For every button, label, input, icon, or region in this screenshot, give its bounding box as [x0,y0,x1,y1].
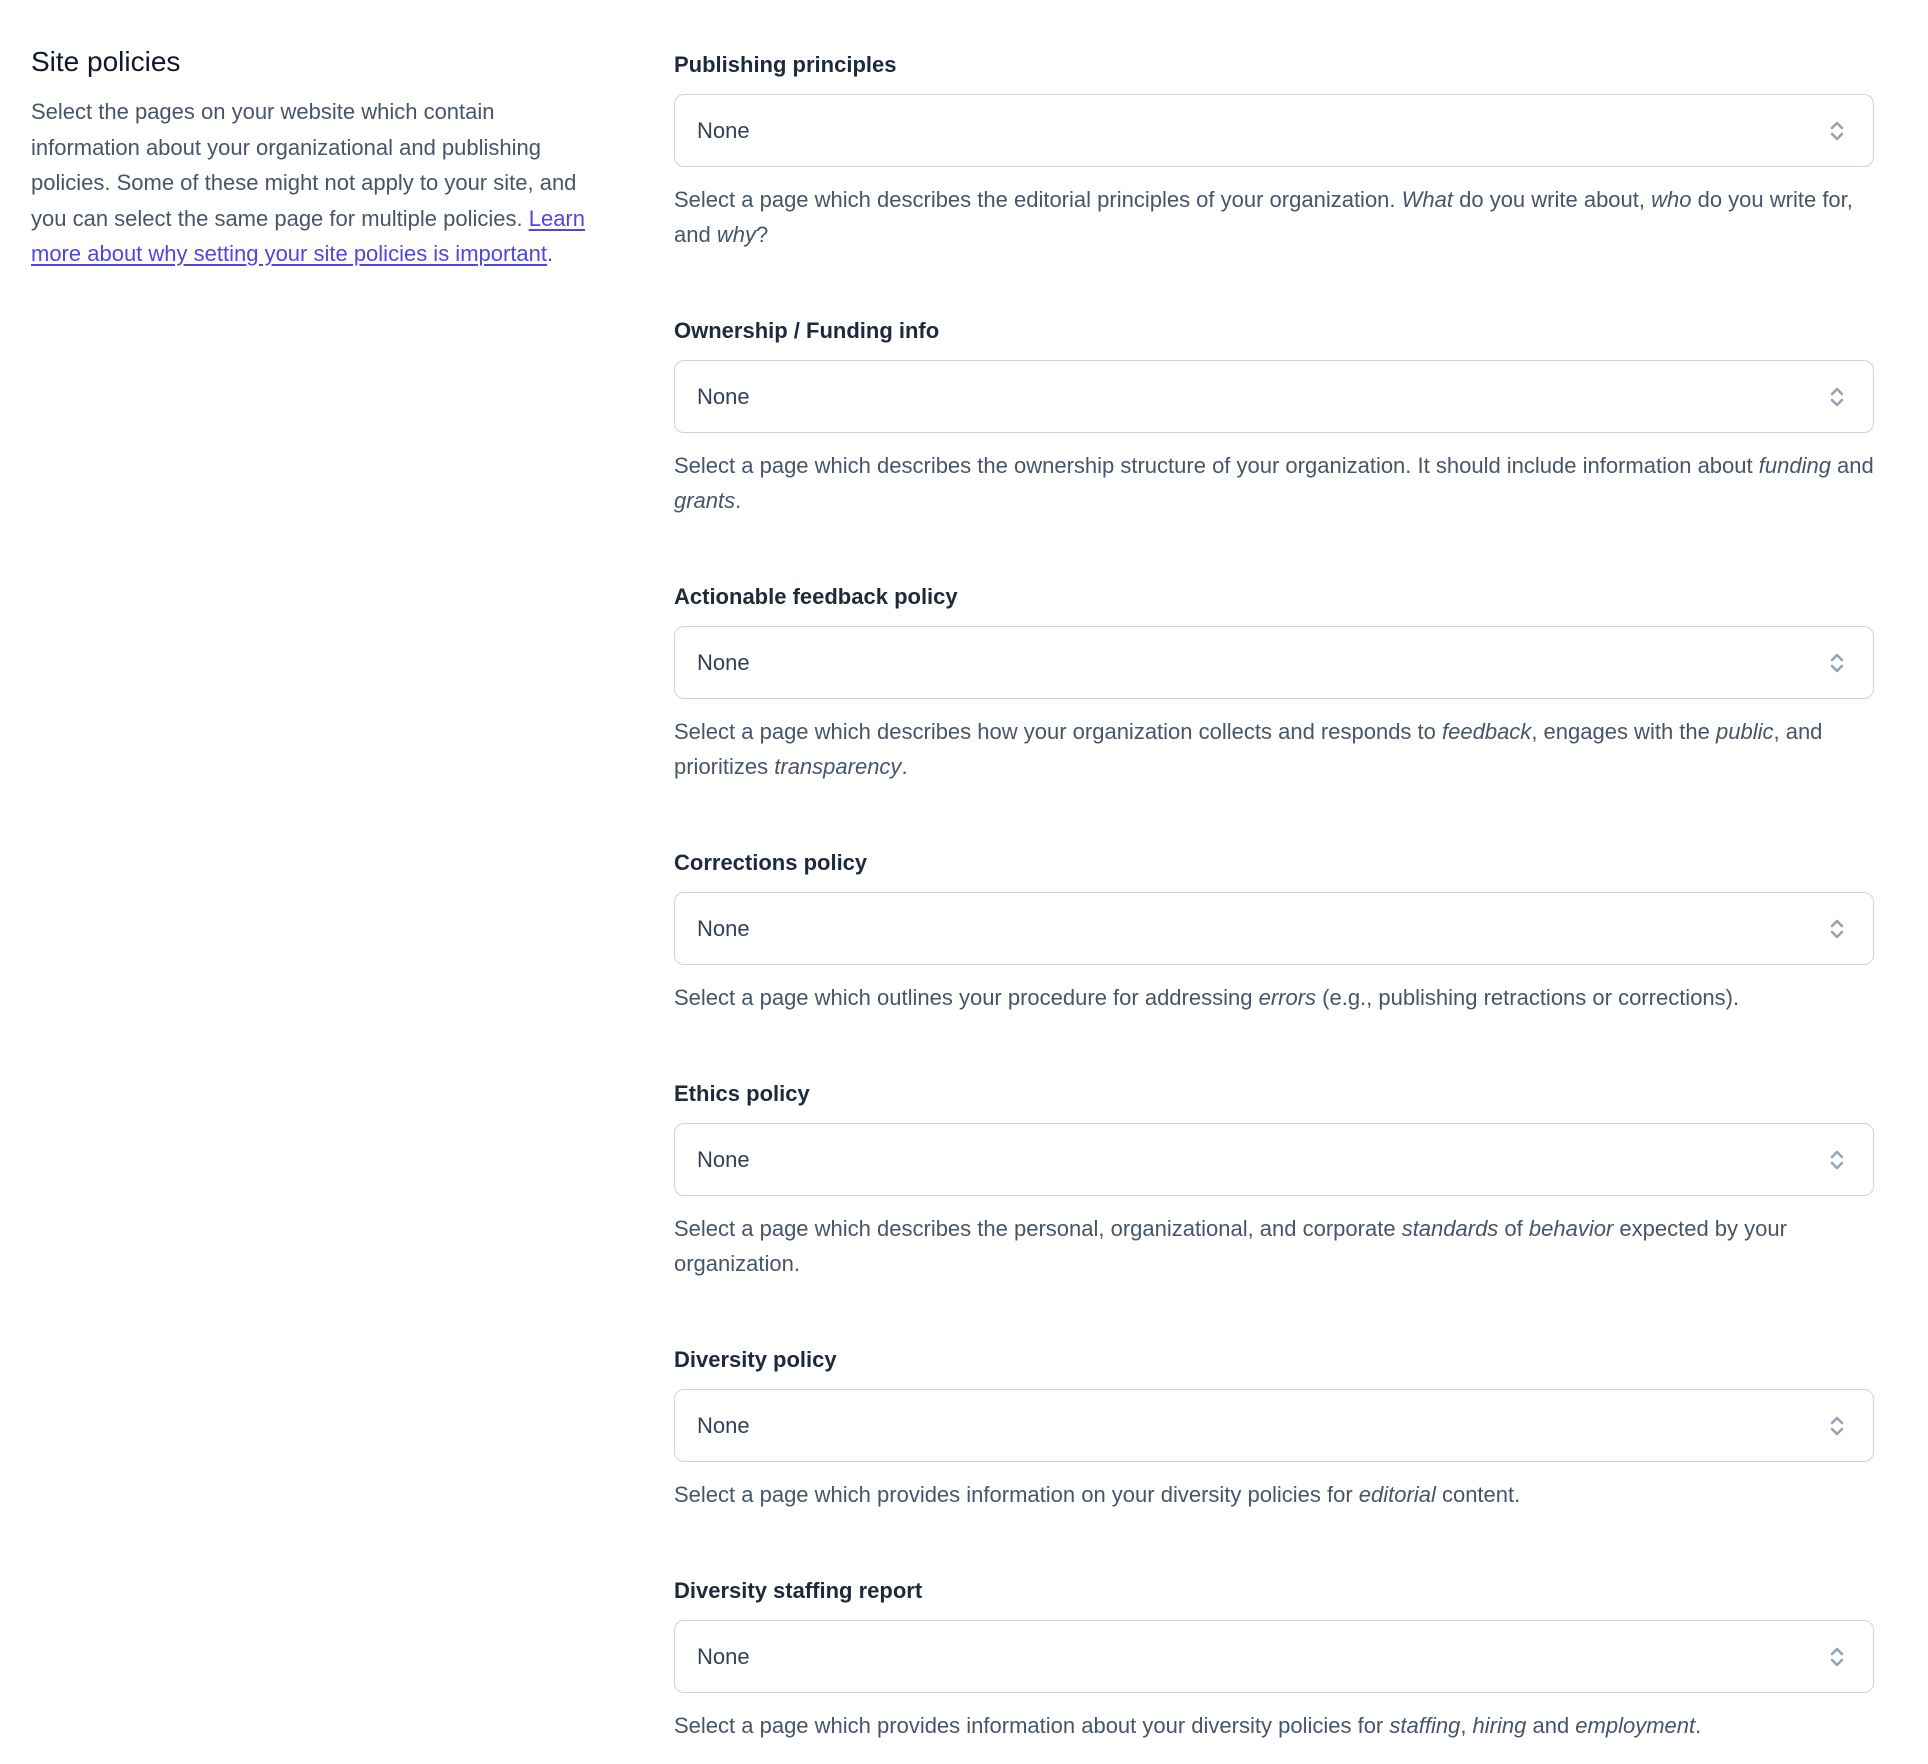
emphasis-text: editorial [1358,1482,1436,1507]
chevron-up-down-icon [1829,1149,1845,1171]
field-description [674,448,1874,518]
chevron-up-down-icon [1829,1646,1845,1668]
select-value: None [697,1643,750,1669]
emphasis-text: What [1401,187,1453,212]
field-label: Actionable feedback policy [674,584,958,609]
description-text: (e.g., publishing retractions or corrections). [1316,985,1740,1010]
ethics-policy-select[interactable] [674,1123,1874,1196]
field-label: Publishing principles [674,52,897,77]
field-description [674,1477,1874,1512]
emphasis-text: employment [1575,1713,1696,1738]
field-ethics-policy [674,1079,1874,1281]
select-value: None [697,383,750,409]
chevron-up-down-icon [1829,386,1845,408]
field-description [674,1708,1874,1743]
corrections-policy-select[interactable] [674,892,1874,965]
field-description [674,182,1874,252]
diversity-policy-select[interactable] [674,1389,1874,1462]
description-text: . [901,754,908,779]
description-text: do you write for, and [674,187,1853,247]
section-title: Site policies [31,46,181,77]
field-diversity-policy [674,1345,1874,1512]
field-label: Diversity policy [674,1347,837,1372]
learn-more-link[interactable]: Learn more about why setting your site policies is important [31,205,585,266]
emphasis-text: hiring [1472,1713,1527,1738]
chevron-up-down-icon [1829,652,1845,674]
field-publishing-principles [674,50,1874,252]
select-value: None [697,117,750,143]
diversity-staffing-report-select[interactable] [674,1620,1874,1693]
description-text: content. [1435,1482,1521,1507]
description-text: and [1830,453,1874,478]
select-value: None [697,1146,750,1172]
emphasis-text: transparency [774,754,902,779]
field-actionable-feedback-policy [674,582,1874,784]
emphasis-text: why [716,222,756,247]
field-corrections-policy [674,848,1874,1015]
description-text: of [1498,1216,1529,1241]
field-description [674,980,1874,1015]
emphasis-text: funding [1758,453,1831,478]
chevron-up-down-icon [1829,1415,1845,1437]
intro-panel [31,44,591,272]
description-text: and [1526,1713,1576,1738]
field-ownership-funding-info [674,316,1874,518]
description-text: Select a page which provides information about your diversity policies for [674,1713,1390,1738]
emphasis-text: errors [1258,985,1317,1010]
chevron-up-down-icon [1829,918,1845,940]
field-label: Ownership / Funding info [674,318,940,343]
field-description [674,714,1874,784]
description-text: Select a page which describes the ownership structure of your organization. It should include information about [674,453,1759,478]
description-text: Select a page which describes the personal, organizational, and corporate [674,1216,1402,1241]
description-text: . [1695,1713,1702,1738]
emphasis-text: standards [1401,1216,1499,1241]
field-diversity-staffing-report [674,1576,1874,1743]
description-text: ? [755,222,769,247]
description-text: expected by your organization. [674,1216,1787,1276]
description-text: . [735,488,742,513]
description-text: , engages with the [1531,719,1716,744]
emphasis-text: staffing [1389,1713,1461,1738]
publishing-principles-select[interactable] [674,94,1874,167]
select-value: None [697,915,750,941]
ownership-funding-select[interactable] [674,360,1874,433]
description-text: Select the pages on your website which contain information about your organizational and publishing policies. Some of these might not apply to your site, and you can select the same page for multiple policies. [31,99,577,231]
policy-fields [674,50,1874,1764]
select-value: None [697,649,750,675]
description-text: Select a page which describes the editorial principles of your organization. [674,187,1402,212]
chevron-up-down-icon [1829,120,1845,142]
section-description [31,94,591,272]
description-text: , and prioritizes [674,719,1823,779]
description-trailing: . [547,241,554,266]
emphasis-text: public [1716,719,1774,744]
description-text: Select a page which outlines your procedure for addressing [674,985,1259,1010]
field-description [674,1211,1874,1281]
emphasis-text: who [1651,187,1692,212]
description-text: Select a page which provides information on your diversity policies for [674,1482,1359,1507]
select-value: None [697,1412,750,1438]
emphasis-text: feedback [1442,719,1532,744]
emphasis-text: behavior [1528,1216,1614,1241]
description-text: , [1460,1713,1473,1738]
field-label: Diversity staffing report [674,1578,923,1603]
field-label: Corrections policy [674,850,868,875]
description-text: Select a page which describes how your organization collects and responds to [674,719,1443,744]
emphasis-text: grants [674,488,736,513]
field-label: Ethics policy [674,1081,810,1106]
actionable-feedback-select[interactable] [674,626,1874,699]
description-text: do you write about, [1453,187,1652,212]
